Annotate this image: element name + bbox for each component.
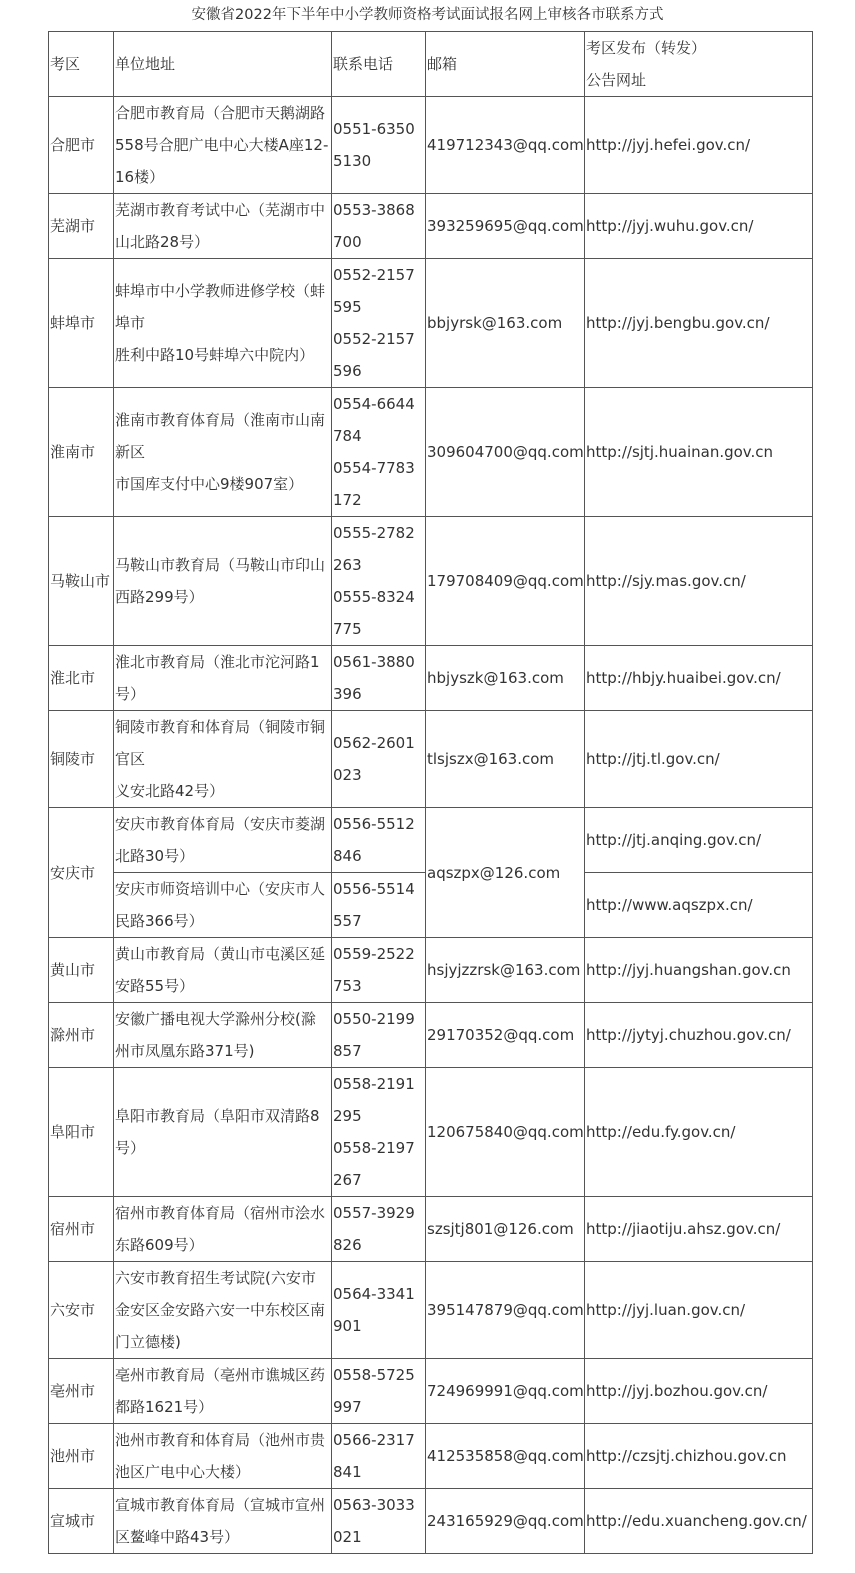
district-cell: 马鞍山市 [49, 517, 114, 646]
email-cell: 395147879@qq.com [426, 1262, 585, 1359]
email-cell: 243165929@qq.com [426, 1489, 585, 1554]
site-cell: http://jytyj.chuzhou.gov.cn/ [585, 1003, 813, 1068]
header-email: 邮箱 [426, 32, 585, 97]
phone-cell: 0552-2157595 0552-2157596 [332, 259, 426, 388]
address-cell: 淮南市教育体育局（淮南市山南新区 市国库支付中心9楼907室） [114, 388, 332, 517]
district-cell: 淮南市 [49, 388, 114, 517]
phone-cell: 0559-2522753 [332, 938, 426, 1003]
email-cell: 29170352@qq.com [426, 1003, 585, 1068]
header-address: 单位地址 [114, 32, 332, 97]
table-header-row [49, 32, 813, 97]
email-cell: hsjyjzzrsk@163.com [426, 938, 585, 1003]
district-cell: 宣城市 [49, 1489, 114, 1554]
phone-cell: 0561-3880396 [332, 646, 426, 711]
phone-cell: 0558-5725997 [332, 1359, 426, 1424]
address-cell: 淮北市教育局（淮北市沱河路1号） [114, 646, 332, 711]
address-cell: 六安市教育招生考试院(六安市金安区金安路六安一中东校区南门立德楼) [114, 1262, 332, 1359]
email-cell: 393259695@qq.com [426, 194, 585, 259]
address-cell: 马鞍山市教育局（马鞍山市印山西路299号） [114, 517, 332, 646]
phone-cell: 0550-2199857 [332, 1003, 426, 1068]
email-cell: bbjyrsk@163.com [426, 259, 585, 388]
phone-cell: 0554-6644784 0554-7783172 [332, 388, 426, 517]
email-cell: 724969991@qq.com [426, 1359, 585, 1424]
address-cell: 蚌埠市中小学教师进修学校（蚌埠市 胜利中路10号蚌埠六中院内） [114, 259, 332, 388]
district-cell: 淮北市 [49, 646, 114, 711]
contact-table [48, 31, 813, 1554]
email-cell: 120675840@qq.com [426, 1068, 585, 1197]
site-cell: http://jyj.wuhu.gov.cn/ [585, 194, 813, 259]
address-cell: 宣城市教育体育局（宣城市宣州区鳌峰中路43号） [114, 1489, 332, 1554]
table-row [49, 1197, 813, 1262]
phone-cell: 0551-63505130 [332, 97, 426, 194]
email-cell: szsjtj801@126.com [426, 1197, 585, 1262]
page-title: 安徽省2022年下半年中小学教师资格考试面试报名网上审核各市联系方式 [191, 7, 664, 23]
phone-cell: 0564-3341901 [332, 1262, 426, 1359]
site-cell: http://jyj.hefei.gov.cn/ [585, 97, 813, 194]
phone-cell: 0556-5514557 [332, 873, 426, 938]
district-cell: 蚌埠市 [49, 259, 114, 388]
phone-cell: 0558-2191295 0558-2197267 [332, 1068, 426, 1197]
site-cell: http://jyj.luan.gov.cn/ [585, 1262, 813, 1359]
district-cell: 亳州市 [49, 1359, 114, 1424]
site-cell: http://jtj.anqing.gov.cn/ [585, 808, 813, 873]
table-row [49, 1489, 813, 1554]
district-cell: 阜阳市 [49, 1068, 114, 1197]
table-row [49, 1424, 813, 1489]
phone-cell: 0557-3929826 [332, 1197, 426, 1262]
district-cell: 合肥市 [49, 97, 114, 194]
address-cell: 黄山市教育局（黄山市屯溪区延安路55号） [114, 938, 332, 1003]
site-cell: http://czsjtj.chizhou.gov.cn [585, 1424, 813, 1489]
district-cell: 安庆市 [49, 808, 114, 938]
address-cell: 铜陵市教育和体育局（铜陵市铜官区 义安北路42号） [114, 711, 332, 808]
site-cell: http://sjtj.huainan.gov.cn [585, 388, 813, 517]
table-row [49, 646, 813, 711]
table-row [49, 1359, 813, 1424]
address-cell: 池州市教育和体育局（池州市贵池区广电中心大楼） [114, 1424, 332, 1489]
site-cell: http://jtj.tl.gov.cn/ [585, 711, 813, 808]
email-cell: 419712343@qq.com [426, 97, 585, 194]
address-cell: 安徽广播电视大学滁州分校(滁州市凤凰东路371号) [114, 1003, 332, 1068]
table-row [49, 1068, 813, 1197]
email-cell: 309604700@qq.com [426, 388, 585, 517]
header-phone: 联系电话 [332, 32, 426, 97]
site-cell: http://edu.fy.gov.cn/ [585, 1068, 813, 1197]
phone-cell: 0555-2782263 0555-8324775 [332, 517, 426, 646]
address-cell: 安庆市师资培训中心（安庆市人民路366号） [114, 873, 332, 938]
email-cell: hbjyszk@163.com [426, 646, 585, 711]
phone-cell: 0562-2601023 [332, 711, 426, 808]
district-cell: 宿州市 [49, 1197, 114, 1262]
address-cell: 阜阳市教育局（阜阳市双清路8号） [114, 1068, 332, 1197]
site-cell: http://www.aqszpx.cn/ [585, 873, 813, 938]
phone-cell: 0566-2317841 [332, 1424, 426, 1489]
table-row [49, 259, 813, 388]
table-row [49, 517, 813, 646]
district-cell: 黄山市 [49, 938, 114, 1003]
site-cell: http://jiaotiju.ahsz.gov.cn/ [585, 1197, 813, 1262]
address-cell: 芜湖市教育考试中心（芜湖市中山北路28号） [114, 194, 332, 259]
district-cell: 六安市 [49, 1262, 114, 1359]
table-row [49, 1003, 813, 1068]
email-cell: 179708409@qq.com [426, 517, 585, 646]
table-row [49, 1262, 813, 1359]
district-cell: 芜湖市 [49, 194, 114, 259]
site-cell: http://edu.xuancheng.gov.cn/ [585, 1489, 813, 1554]
district-cell: 滁州市 [49, 1003, 114, 1068]
address-cell: 合肥市教育局（合肥市天鹅湖路558号合肥广电中心大楼A座12-16楼） [114, 97, 332, 194]
site-cell: http://hbjy.huaibei.gov.cn/ [585, 646, 813, 711]
table-row [49, 711, 813, 808]
site-cell: http://jyj.bozhou.gov.cn/ [585, 1359, 813, 1424]
site-cell: http://jyj.bengbu.gov.cn/ [585, 259, 813, 388]
email-cell: aqszpx@126.com [426, 808, 585, 938]
address-cell: 亳州市教育局（亳州市谯城区药都路1621号） [114, 1359, 332, 1424]
site-cell: http://jyj.huangshan.gov.cn [585, 938, 813, 1003]
header-district: 考区 [49, 32, 114, 97]
table-row [49, 97, 813, 194]
email-cell: tlsjszx@163.com [426, 711, 585, 808]
table-row [49, 938, 813, 1003]
address-cell: 安庆市教育体育局（安庆市菱湖北路30号） [114, 808, 332, 873]
phone-cell: 0556-5512846 [332, 808, 426, 873]
phone-cell: 0553-3868700 [332, 194, 426, 259]
site-cell: http://sjy.mas.gov.cn/ [585, 517, 813, 646]
district-cell: 铜陵市 [49, 711, 114, 808]
address-cell: 宿州市教育体育局（宿州市浍水东路609号） [114, 1197, 332, 1262]
district-cell: 池州市 [49, 1424, 114, 1489]
email-cell: 412535858@qq.com [426, 1424, 585, 1489]
header-site: 考区发布（转发） 公告网址 [585, 32, 813, 97]
phone-cell: 0563-3033021 [332, 1489, 426, 1554]
table-row [49, 388, 813, 517]
table-row [49, 808, 813, 873]
table-row [49, 194, 813, 259]
